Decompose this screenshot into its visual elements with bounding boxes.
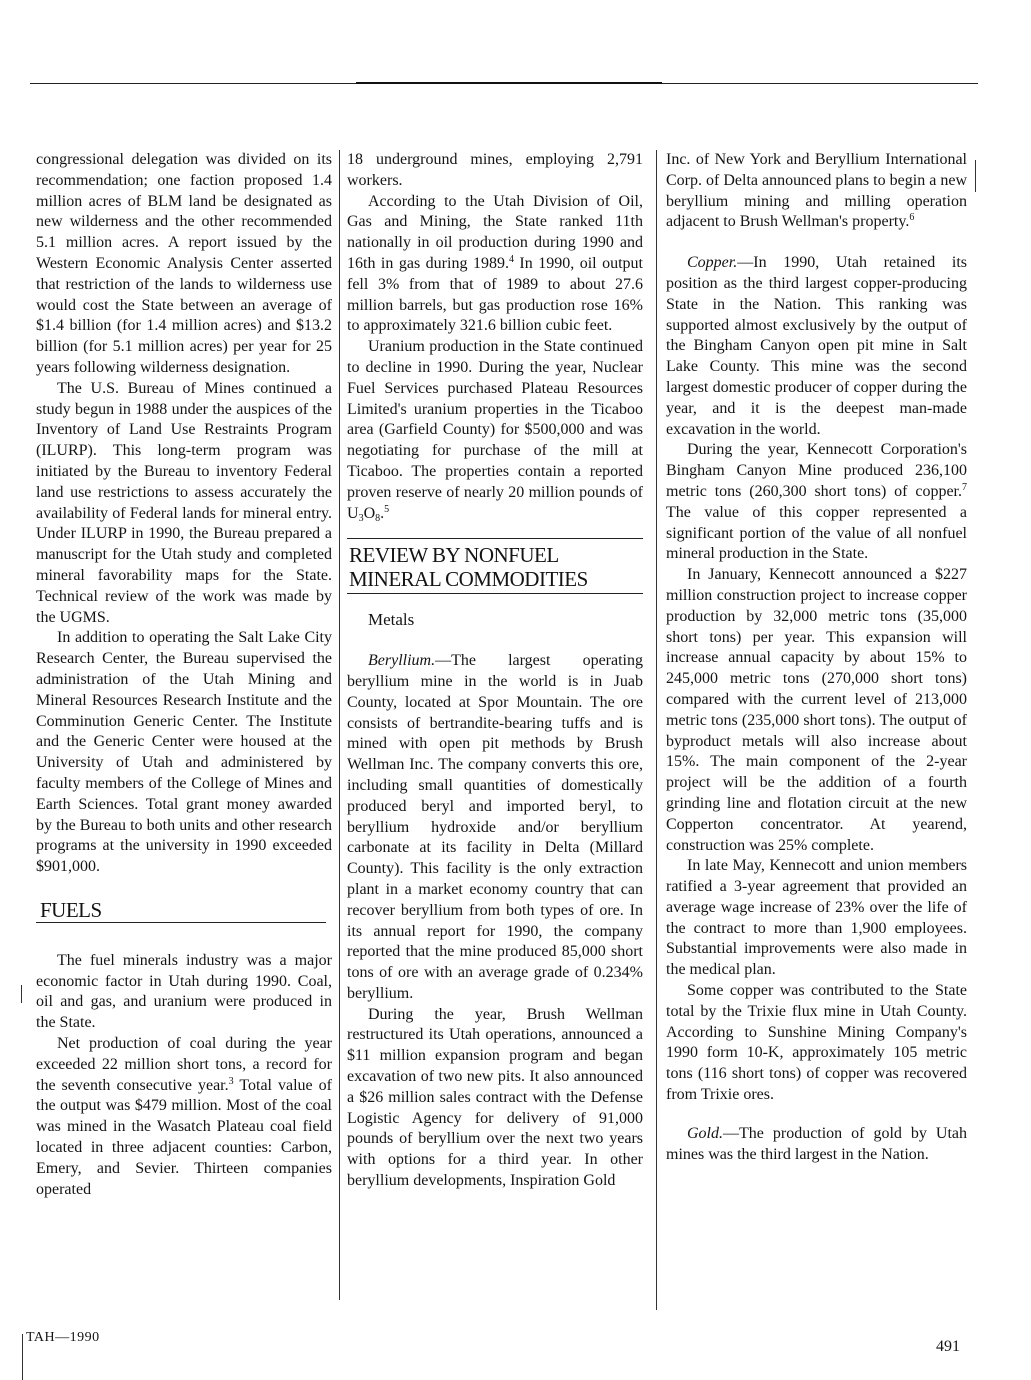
column-3 (666, 150, 967, 1165)
col2-paragraph-5: During the year, Brush Wellman restructured its Utah operations, announced a $11 million expansion program and began excavation of two new pits. It also announced a $26 million sales contract with the Defense Logistic Agency for delivery of 91,000 pounds of beryllium over the next two years with options for a third year. In other beryllium developments, Inspiration Gold (347, 1005, 643, 1190)
col1-p5-text-b: Total value of the output was $479 million. Most of the coal was mined in the Wasatch Plateau coal field located in three adjacent counties: Carbon, Emery, and Sevier. Thirteen companies operated (36, 1076, 332, 1198)
col1-p5-text-a: Net production of coal during the year exceeded 22 million short tons, a record for the seventh consecutive year. (36, 1035, 332, 1094)
beryllium-label: Beryllium. (368, 652, 436, 670)
col1-paragraph-1: congressional delegation was divided on its recommendation; one faction proposed 1.4 million acres of BLM land be designated as new wilderness and the other recommended 5.1 million acres. A report issued by the Western Economic Analysis Center asserted that restriction of the lands to wilderness use would cost the State between an average of $1.4 billion (for 1.4 million acres) and $13.2 billion (for 5.1 million acres) per year for 25 years following wilderness designation. (36, 151, 332, 376)
review-heading-line-2: MINERAL COMMODITIES (349, 567, 588, 592)
column-2 (347, 150, 643, 1192)
column-1 (36, 150, 332, 1200)
col3-paragraph-6: Some copper was contributed to the State total by the Trixie flux mine in Utah County. According to Sunshine Mining Company's 1990 form 10-K, approximately 105 metric tons (116 short tons) of copper was recovered from Trixie ores. (666, 982, 967, 1104)
footnote-ref-5: 5 (384, 503, 390, 515)
u3o8-period: . (380, 504, 385, 522)
u3o8-subscript-3: 3 (358, 512, 364, 524)
col3-p3-text-a: During the year, Kennecott Corporation's Bingham Canyon Mine produced 236,100 metric tons (260,300 short tons) of copper. (666, 441, 967, 500)
column-3-right-tick (975, 160, 976, 192)
review-heading-line-1: REVIEW BY NONFUEL (349, 543, 559, 568)
footnote-ref-3: 3 (228, 1075, 234, 1087)
col3-paragraph-5: In late May, Kennecott and union members ratified a 3-year agreement that provided an average wage increase of 23% over the life of the contract to more than 1,900 employees. Substantial improvements were also made in the medical plan. (666, 857, 967, 979)
footer-left-tick (22, 1334, 23, 1380)
column-divider-2 (656, 150, 657, 1310)
col2-p2-text-b: In 1990, oil output fell 3% from that of 1989 to about 27.6 million barrels, but gas production rose 16% to approximately 321.6 billion cubic feet. (347, 254, 643, 335)
col3-p1-text: Inc. of New York and Beryllium International Corp. of Delta announced plans to begin a new beryllium mining and milling operation adjacent to Brush Wellman's property. (666, 151, 967, 231)
col3-p3-text-b: The value of this copper represented a significant portion of the value of all nonfuel mineral production in the State. (666, 503, 967, 563)
fuels-heading: FUELS (40, 897, 102, 922)
footnote-ref-7: 7 (962, 481, 967, 493)
col3-p2-text: —In 1990, Utah retained its position as the third largest copper-producing State in the Nation. This ranking was supported almost exclusively by the output of the Bingham Canyon open pit mine in Salt Lake County. This mine was the second largest domestic producer of copper during the year, and it is the deepest man-made excavation in the world. (666, 254, 967, 438)
col3-paragraph-2 (666, 253, 967, 440)
col2-paragraph-4 (347, 651, 643, 1005)
gold-label: Gold. (687, 1124, 723, 1142)
col3-paragraph-4: In January, Kennecott announced a $227 million construction project to increase copper production by 32,000 metric tons (35,000 short tons) per year. This expansion will increase annual capacity by about 15% to 245,000 metric tons (270,000 short tons) compared with the current level of 213,000 metric tons (235,000 short tons). The output of byproduct metals will also increase about 15%. The main component of the 2-year project will be the addition of a fourth grinding line and flotation circuit at the new Copperton concentrator. At yearend, construction was 25% complete. (666, 566, 967, 854)
col1-paragraph-4: The fuel minerals industry was a major economic factor in Utah during 1990. Coal, oil and gas, and uranium were produced in the State. (36, 951, 332, 1032)
running-footer: TAH—1990 (26, 1330, 100, 1345)
column-divider-1 (339, 150, 340, 1300)
col3-paragraph-3 (666, 440, 967, 565)
col1-paragraph-2: The U.S. Bureau of Mines continued a study begun in 1988 under the auspices of the Inventory of Land Use Restraints Program (ILURP). This long-term program was initiated by the Bureau to inventory Federal land use restrictions to assess accurately the availability of Federal lands for mineral entry. Under ILURP in 1990, the Bureau prepared a manuscript for the Utah study and completed mineral favorability maps for the State. Technical review of the work was made by the UGMS. (36, 379, 332, 626)
col2-p2-text-a: According to the Utah Division of Oil, Gas and Mining, the State ranked 11th nationally in oil production during 1990 and 16th in gas during 1989. (347, 192, 643, 272)
fuels-heading-block (36, 898, 326, 923)
fuels-left-tick (21, 985, 22, 1003)
col2-paragraph-1: 18 underground mines, employing 2,791 workers. (347, 151, 643, 189)
copper-label: Copper. (687, 254, 738, 272)
col2-paragraph-3 (347, 337, 643, 524)
col3-paragraph-1 (666, 150, 967, 233)
metals-heading: Metals (368, 610, 415, 630)
col2-p3-text: Uranium production in the State continued to decline in 1990. During the year, Nuclear Fuel Services purchased Plateau Resources Limited's uranium properties in the Ticaboo area (Garfield County) for $500,000 and was negotiating for purchase of the mill at Ticaboo. The properties contain a reported proven reserve of nearly 20 million pounds of U (347, 338, 643, 522)
page-number: 491 (936, 1338, 960, 1355)
col2-paragraph-2 (347, 192, 643, 338)
col1-paragraph-5 (36, 1034, 332, 1200)
footnote-ref-4: 4 (508, 253, 514, 265)
col1-paragraph-3: In addition to operating the Salt Lake City Research Center, the Bureau supervised the administration of the Utah Mining and Mineral Resources Research Institute and the Comminution Generic Center. The Institute and the Generic Center were housed at the University of Utah and administered by faculty members of the College of Mines and Earth Sciences. Total grant money awarded by the Bureau to both units and other research programs at the university in 1990 exceeded $901,000. (36, 629, 332, 876)
review-heading-block (347, 538, 643, 594)
col2-p4-text: —The largest operating beryllium mine in the world is in Juab County, located at Spor Mountain. The ore consists of bertrandite-bearing tuffs and is mined with open pit methods by Brush Wellman Inc. The company converts this ore, including small quantities of domestically produced beryl and imported beryl, to beryllium hydroxide and/or beryllium carbonate at its facility in Delta (Millard County). This facility is the only extraction plant in a market economy country that can recover beryllium from both types of ore. In its annual report for 1990, the company reported that the mine produced 85,000 short tons of ore with an average grade of 0.234% beryllium. (347, 652, 643, 1002)
col3-p7-text: —The production of gold by Utah mines was the third largest in the Nation. (666, 1124, 967, 1163)
page-top-rule-accent (356, 82, 662, 84)
footnote-ref-6: 6 (909, 212, 915, 224)
col3-paragraph-7 (666, 1124, 967, 1166)
u3o8-subscript-8: 8 (375, 512, 381, 524)
u3o8-letter-o: O (363, 504, 376, 522)
